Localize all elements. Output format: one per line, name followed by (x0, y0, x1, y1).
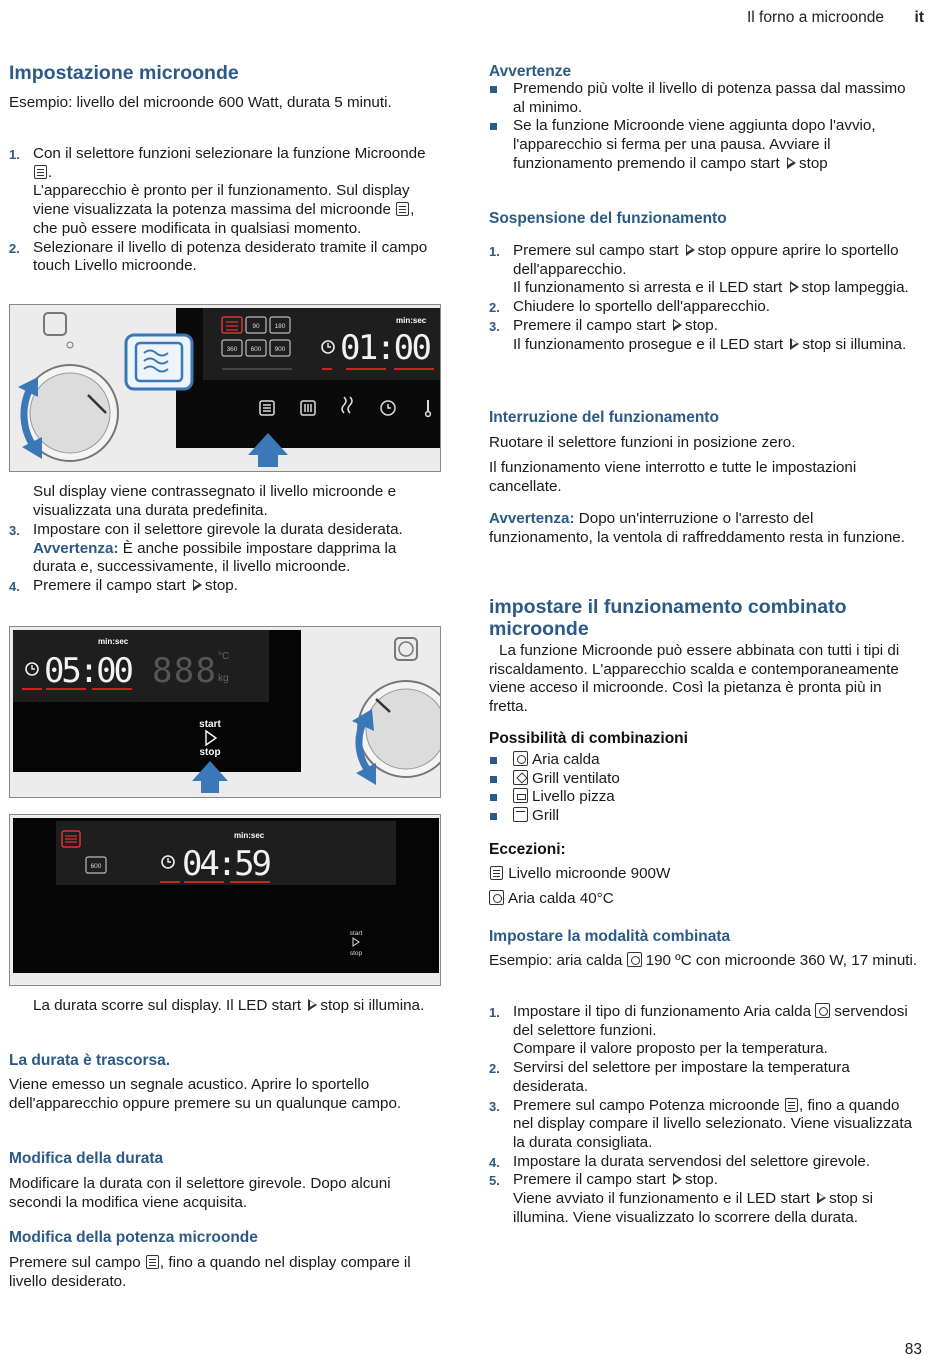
page-header (747, 9, 924, 28)
start-stop-icon (193, 579, 202, 591)
start-stop-icon (673, 319, 682, 331)
notes-list (489, 80, 921, 174)
after-figure-text: La durata scorre sul display. Il LED start stop si illumina. (33, 997, 425, 1014)
stop-label: stop (199, 747, 221, 758)
paragraph: Ruotare il selettore funzioni in posizione zero. (489, 434, 796, 451)
hot-air-icon (489, 890, 504, 905)
start-stop-icon (673, 1173, 682, 1185)
list-item: Grill ventilato (489, 770, 921, 789)
hot-air-icon (513, 751, 528, 766)
list-item: 2. Servirsi del selettore per impostare la temperatura desiderata. (489, 1059, 850, 1095)
list-item: Se la funzione Microonde viene aggiunta dopo l'avvio, l'apparecchio si ferma per una pausa. Avviare il funzionamento premendo il campo start stop (489, 117, 921, 173)
microwave-icon (396, 202, 409, 216)
list-item: 1. Con il selettore funzioni selezionare la funzione Microonde . L’apparecchio è pronto per il funzionamento. Sul display viene visualizzata la potenza massima del microonde , che può essere modificata in qualsiasi momento. (9, 145, 426, 237)
stop-label: stop (349, 950, 363, 957)
display-time: 05:00 (44, 651, 134, 691)
minsec-label: min:sec (396, 316, 427, 325)
list-item: Aria calda (489, 751, 921, 770)
level-600: 600 (250, 346, 262, 353)
start-label: start (349, 930, 363, 937)
subheading: Eccezioni: (489, 841, 566, 858)
list-item: Grill (489, 807, 921, 826)
microwave-icon (34, 165, 47, 179)
list-item: 3. Premere il campo start stop. Il funzionamento prosegue e il LED start stop si illumina. (489, 316, 907, 353)
after-figure-text: Sul display viene contrassegnato il livello microonde e visualizzata una durata predefinita. (33, 483, 397, 519)
list-item: 3. Impostare con il selettore girevole la durata desiderata. Avvertenza: È anche possibile impostare dapprima la durata e, successivamente, il livello microonde. (9, 521, 403, 576)
start-label: start (199, 719, 221, 730)
list-item: Premendo più volte il livello di potenza passa dal massimo al minimo. (489, 80, 921, 117)
list-item: 2. Selezionare il livello di potenza desiderato tramite il campo touch Livello microonde. (9, 238, 428, 275)
level-900: 900 (274, 346, 286, 353)
list-item: 4. Impostare la durata servendosi del selettore girevole. (489, 1152, 871, 1170)
start-stop-icon (787, 157, 796, 169)
start-stop-icon (686, 244, 695, 256)
timer-display-figure (9, 626, 441, 798)
section-heading: impostare il funzionamento combinato microonde (489, 596, 847, 640)
level-90: 90 (252, 323, 260, 330)
combinations-list (489, 751, 921, 826)
microwave-icon (785, 1098, 798, 1112)
section-heading: Modifica della durata (9, 1150, 164, 1167)
microwave-icon (490, 866, 503, 880)
paragraph: La funzione Microonde può essere abbinata con tutti i tipi di riscaldamento. L'apparecchio scalda e contemporaneamente viene acceso il microonde. Così la pietanza è pronta più in fretta. (489, 642, 900, 716)
list-item: 5. Premere il campo start stop. Viene avviato il funzionamento e il LED start stop si illumina. Viene visualizzato lo scorrere della durata. (489, 1171, 874, 1226)
paragraph: Livello microonde 900W (489, 865, 670, 884)
temperature-ghost-digits: 888 (152, 651, 216, 691)
kg-unit: kg (218, 673, 229, 684)
start-stop-icon (308, 999, 317, 1011)
celsius-unit: °C (218, 651, 230, 662)
paragraph: Avvertenza: Dopo un'interruzione o l'arresto del funzionamento, la ventola di raffreddamento resta in funzione. (489, 510, 905, 546)
level-600: 600 (90, 863, 102, 870)
section-heading: Sospensione del funzionamento (489, 210, 727, 227)
level-360: 360 (226, 346, 238, 353)
display-time: 04:59 (182, 844, 272, 884)
paragraph: Viene emesso un segnale acustico. Aprire lo sportello dell'apparecchio oppure premere su un qualunque campo. (9, 1076, 402, 1112)
language-code: it (914, 9, 924, 26)
list-item: 2. Chiudere lo sportello dell'apparecchio. (489, 298, 771, 316)
list-item: 1. Impostare il tipo di funzionamento Aria calda servendosi del selettore funzioni. Compare il valore proposto per la temperatura. (489, 1003, 908, 1058)
start-stop-icon (790, 281, 799, 293)
list-item: 3. Premere sul campo Potenza microonde , fino a quando nel display compare il livello selezionato. Viene visualizzata la durata consigliata. (489, 1096, 913, 1151)
running-timer-figure (9, 814, 441, 986)
hot-air-icon (627, 952, 642, 967)
example-text: Esempio: livello del microonde 600 Watt, durata 5 minuti. (9, 94, 392, 111)
start-stop-icon (817, 1192, 826, 1204)
list-item: Livello pizza (489, 788, 921, 807)
section-heading: Avvertenze (489, 63, 572, 80)
subheading: Possibilità di combinazioni (489, 730, 688, 747)
section-heading: Impostare la modalità combinata (489, 928, 731, 945)
control-panel-figure (9, 304, 441, 472)
paragraph: Modificare la durata con il selettore girevole. Dopo alcuni secondi la modifica viene acquisita. (9, 1175, 391, 1211)
section-heading: Impostazione microonde (9, 62, 239, 84)
pizza-icon (513, 788, 528, 803)
paragraph: Premere sul campo , fino a quando nel display compare il livello desiderato. (9, 1254, 411, 1290)
level-180: 180 (274, 323, 286, 330)
section-heading: Interruzione del funzionamento (489, 409, 719, 426)
steps-list (489, 242, 921, 354)
paragraph: Esempio: aria calda 190 ºC con microonde 360 W, 17 minuti. (489, 952, 918, 969)
list-item: 1. Premere sul campo start stop oppure aprire lo sportello dell'apparecchio. Il funzionamento si arresta e il LED start stop lampeggia. (489, 242, 909, 297)
page-number: 83 (904, 1341, 922, 1359)
paragraph: Il funzionamento viene interrotto e tutte le impostazioni cancellate. (489, 459, 857, 495)
microwave-icon (146, 1255, 159, 1269)
list-item: 4. Premere il campo start stop. (9, 577, 238, 595)
section-title: Il forno a microonde (747, 9, 884, 26)
steps-list (489, 1003, 921, 1227)
start-stop-icon (790, 338, 799, 350)
fan-grill-icon (513, 770, 528, 785)
minsec-label: min:sec (234, 831, 265, 840)
minsec-label: min:sec (98, 637, 129, 646)
steps-list-continued (9, 521, 439, 596)
grill-icon (513, 807, 528, 822)
section-heading: Modifica della potenza microonde (9, 1229, 258, 1246)
hot-air-icon (815, 1003, 830, 1018)
paragraph: Aria calda 40°C (489, 890, 614, 909)
display-time: 01:00 (340, 328, 432, 368)
steps-list (9, 145, 439, 276)
section-heading: La durata è trascorsa. (9, 1052, 171, 1069)
